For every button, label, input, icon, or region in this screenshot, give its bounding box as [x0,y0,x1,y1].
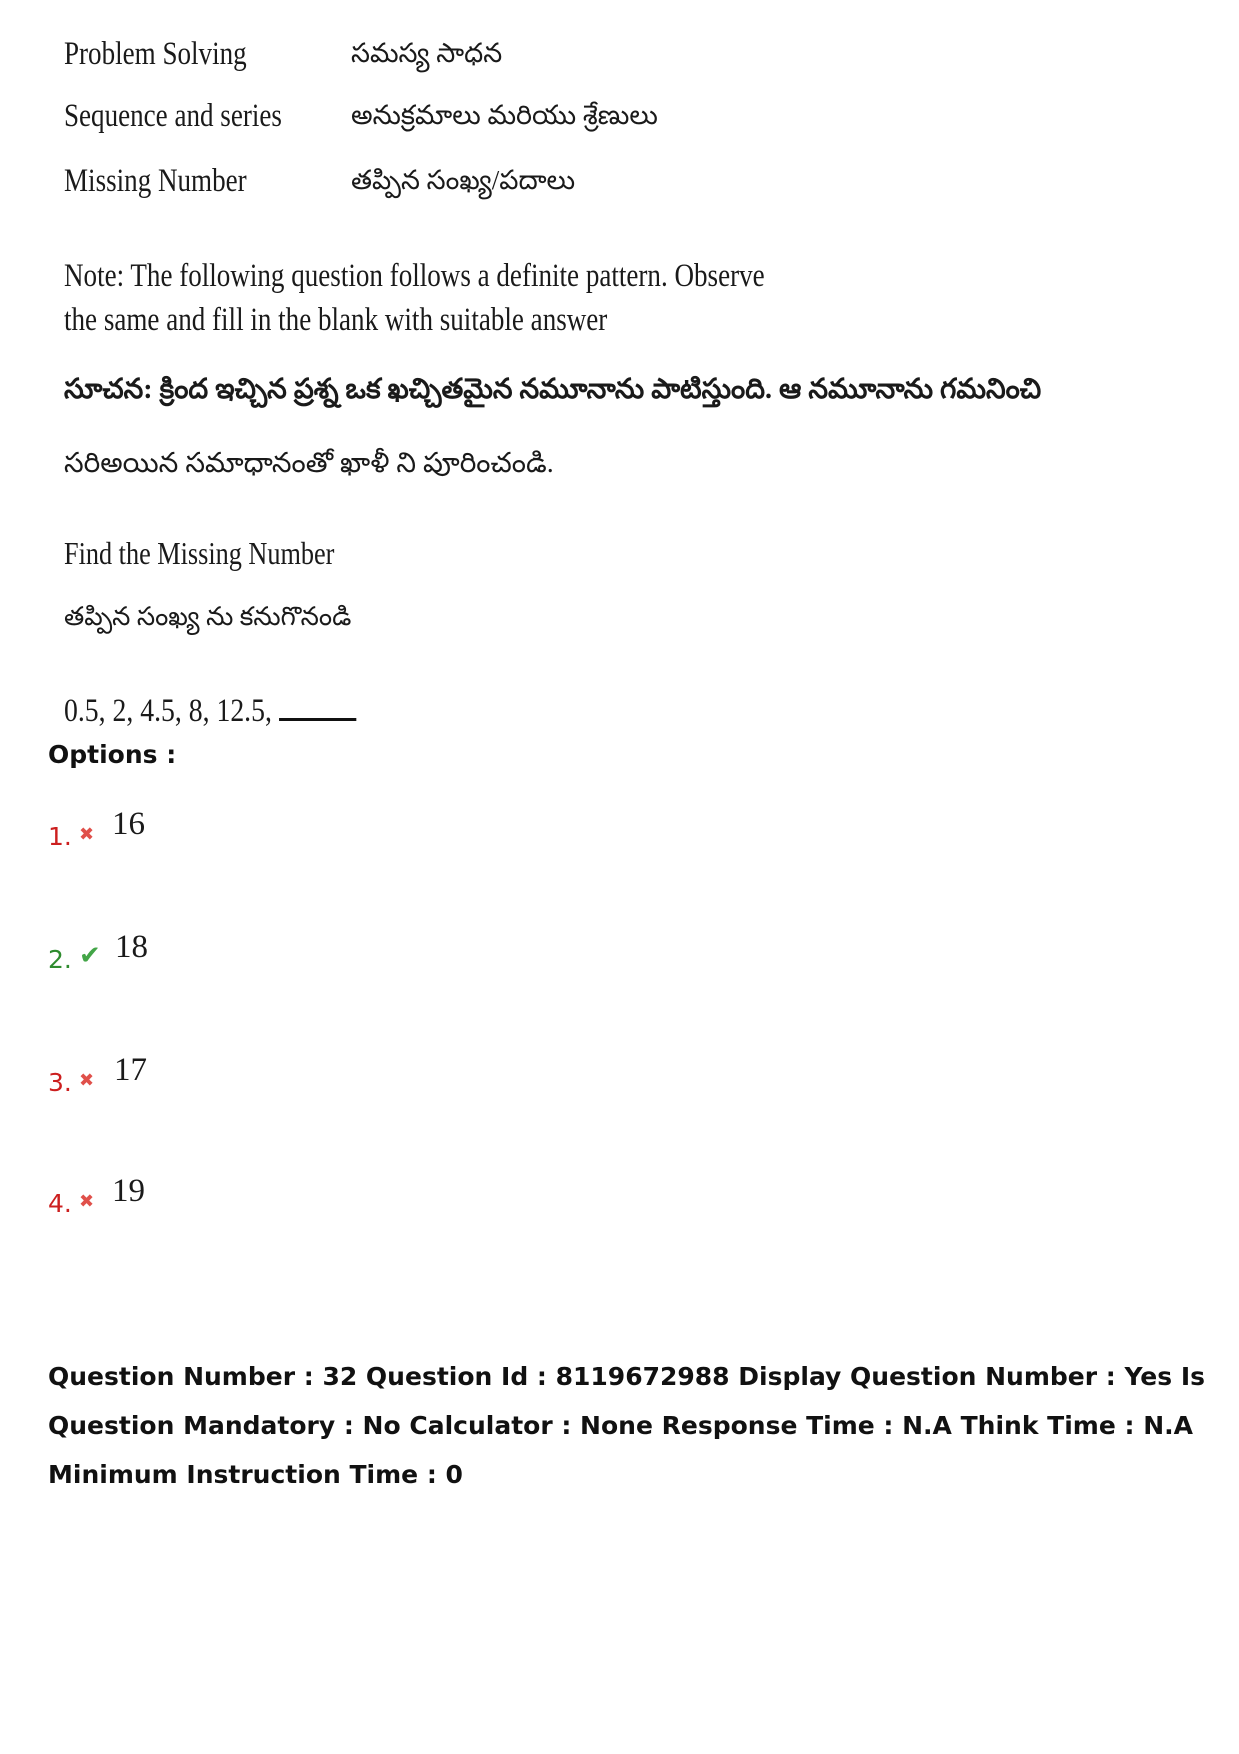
topic-english: Problem Solving [64,36,247,72]
option-number: 3. [48,1068,72,1097]
check-icon: ✔ [79,941,101,971]
answer-blank [279,688,356,721]
question-sequence [64,688,356,730]
topic-english: Sequence and series [64,98,282,134]
sequence-values: 0.5, 2, 4.5, 8, 12.5, [64,693,272,729]
note-telugu-line1: సూచన: క్రింద ఇచ్చిన ప్రశ్న ఒక ఖచ్చితమైన నమూనాను పాటిస్తుంది. ఆ నమూనాను గమనించి [64,374,1042,405]
topic-row-problem-solving [64,36,864,80]
topic-row-missing-number [64,163,864,207]
question-telugu: తప్పిన సంఖ్య ను కనుగొనండి [64,602,352,631]
option-value: 19 [112,1173,145,1209]
topic-telugu: సమస్య సాధన [351,38,503,68]
option-number: 2. [48,945,72,974]
option-1 [48,806,448,856]
option-number: 4. [48,1189,72,1218]
option-value: 17 [114,1052,147,1088]
option-value: 18 [115,929,148,965]
option-3 [48,1052,448,1102]
note-english: Note: The following question follows a definite pattern. Observe the same and fill in the blank with suitable answer [64,258,765,338]
cross-icon: ✖ [79,1191,95,1212]
cross-icon: ✖ [79,1070,95,1091]
topic-telugu: అనుక్రమాలు మరియు శ్రేణులు [351,100,658,130]
topic-telugu: తప్పిన సంఖ్య/పదాలు [351,165,576,195]
topic-english: Missing Number [64,163,247,199]
option-2 [48,929,448,979]
option-number: 1. [48,822,72,851]
cross-icon: ✖ [79,824,95,845]
option-value: 16 [112,806,145,842]
question-meta: Question Number : 32 Question Id : 8119672988 Display Question Number : Yes Is Question Mandatory : No Calculator : None Response Time : N.A Think Time : N.A Minimum Instruction Time : 0 [48,1362,1206,1489]
topic-row-sequence-series [64,98,864,142]
question-english: Find the Missing Number [64,535,335,571]
note-telugu-line2: సరిఅయిన సమాధానంతో ఖాళీ ని పూరించండి. [64,448,554,479]
option-4 [48,1173,448,1223]
options-label: Options : [48,740,177,769]
